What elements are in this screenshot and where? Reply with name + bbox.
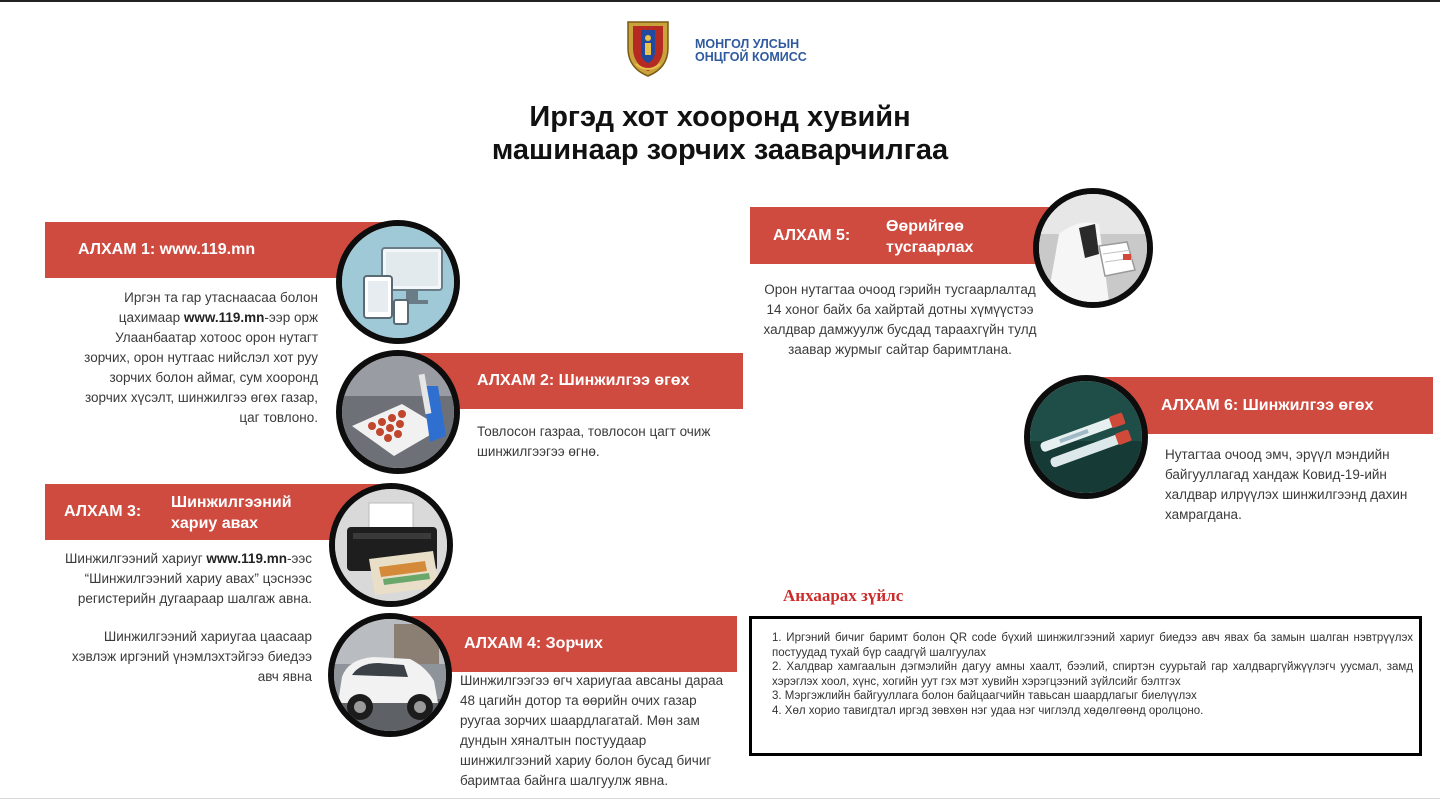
step-2-description: Товлосон газраа, товлосон цагт очиж шинжилгээгээ өгнө.: [477, 424, 711, 459]
devices-icon: [336, 220, 460, 344]
step-5-title: [886, 216, 973, 258]
note-item-3: 3. Мэргэжлийн байгууллага болон байцаагчийн тавьсан шаардлагыг биелүүлэх: [772, 690, 1197, 702]
step-1-desc-pre: Иргэн та гар утаснаасаа болон цахимаар: [118, 290, 318, 325]
step-3-description: [60, 549, 312, 609]
step-6-label: АЛХАМ 6: Шинжилгээ өгөх: [1161, 397, 1374, 414]
notes-list: [772, 631, 1413, 718]
printer-icon: [329, 483, 453, 607]
step-5-label: АЛХАМ 5:: [773, 227, 851, 244]
page-title: [420, 101, 1020, 167]
step-1-label: АЛХАМ 1: www.119.mn: [78, 241, 256, 258]
note-item-4: 4. Хөл хорио тавигдтал иргэд зөвхөн нэг удаа нэг чиглэлд хөдөлгөөнд оролцоно.: [772, 704, 1204, 717]
step-3-description-2: Шинжилгээний хариугаа цаасаар хэвлэж иргэний үнэмлэхтэйгээ биедээ авч явна: [71, 629, 312, 684]
mask-icon: [1033, 188, 1153, 308]
title-line-1: Иргэд хот хооронд хувийн: [529, 101, 911, 133]
step-5-title-line-1: Өөрийгөө: [886, 218, 964, 235]
step-3-title-line-1: Шинжилгээний: [171, 494, 292, 511]
step-6-description: Нутагтаа очоод эмч, эрүүл мэндийн байгууллагад хандаж Ковид-19-ийн халдвар илрүүлэх шинжилгээнд дахин хамрагдана.: [1165, 447, 1408, 522]
step-1-desc-bold: www.119.mn: [183, 310, 265, 325]
org-line-2: ОНЦГОЙ КОМИСС: [695, 50, 807, 64]
test-tubes-icon: [336, 350, 460, 474]
step-4-description: Шинжилгээгээ өгч хариугаа авсаны дараа 48 цагийн дотор та өөрийн очих газар руугаа зорчих шаардлагатай. Мөн зам дундын хяналтын постуудаар шинжилгээний хариу болон бусад бичиг баримтаа байнга шалгуулж явна.: [460, 673, 724, 788]
step-1-desc-post: -ээр орж Улаанбаатар хотоос орон нутагт зорчих, орон нутгаас нийслэл хот руу зорчих болон аймаг, сум хооронд зорчих хүсэлт, шинжилгээ өгөх газар, цаг товлоно.: [84, 310, 318, 425]
title-line-2: машинаар зорчих зааварчилгаа: [491, 134, 949, 166]
step-3-desc-post: -ээс “Шинжилгээний хариу авах” цэснээс регистерийн дугаараар шалгаж авна.: [77, 551, 312, 606]
car-icon: [328, 613, 452, 737]
step-3-desc-pre: Шинжилгээний хариуг: [65, 551, 207, 566]
note-item-2: 2. Халдвар хамгаалын дэгмэлийн дагуу амны хаалт, бээлий, спиртэн суурьтай гар халдваргүйжүүлэгч уусмал, замд хэрэглэх хоол, хүнс, хогийн уут гэх мэт хувийн хэрэгцээний зүйлсийг бэлтгэх: [772, 661, 1413, 688]
top-border: [0, 0, 1440, 2]
notes-box: [749, 616, 1422, 756]
notes-title: Анхаарах зүйлс: [783, 586, 904, 605]
note-item-1: 1. Иргэний бичиг баримт болон QR code бүхий шинжилгээний хариуг биедээ авч явах ба замын шалган нэвтрүүлэх постуудад тухай бүр саадгүй шалгуулах: [772, 632, 1413, 659]
step-5-description: Орон нутагтаа очоод гэрийн тусгаарлалтад 14 хоног байх ба хайртай дотны хүмүүстээ халдвар дамжуулж бусдад тараахгүйн тулд заавар журмыг сайтар баримтлана.: [763, 282, 1037, 357]
swab-icon: [1024, 375, 1148, 499]
step-2-label: АЛХАМ 2: Шинжилгээ өгөх: [477, 372, 690, 389]
step-3-title: [171, 492, 292, 534]
step-3-label: АЛХАМ 3:: [64, 503, 142, 520]
emblem-logo: [624, 18, 672, 78]
org-name: [695, 38, 807, 64]
bottom-divider: [0, 798, 1440, 799]
step-3-title-line-2: хариу авах: [171, 515, 259, 532]
org-line-1: МОНГОЛ УЛСЫН: [695, 37, 800, 51]
step-1-description: [70, 288, 318, 428]
step-4-label: АЛХАМ 4: Зорчих: [464, 635, 603, 652]
step-3-desc-bold: www.119.mn: [206, 551, 287, 566]
step-5-title-line-2: тусгаарлах: [886, 239, 974, 256]
